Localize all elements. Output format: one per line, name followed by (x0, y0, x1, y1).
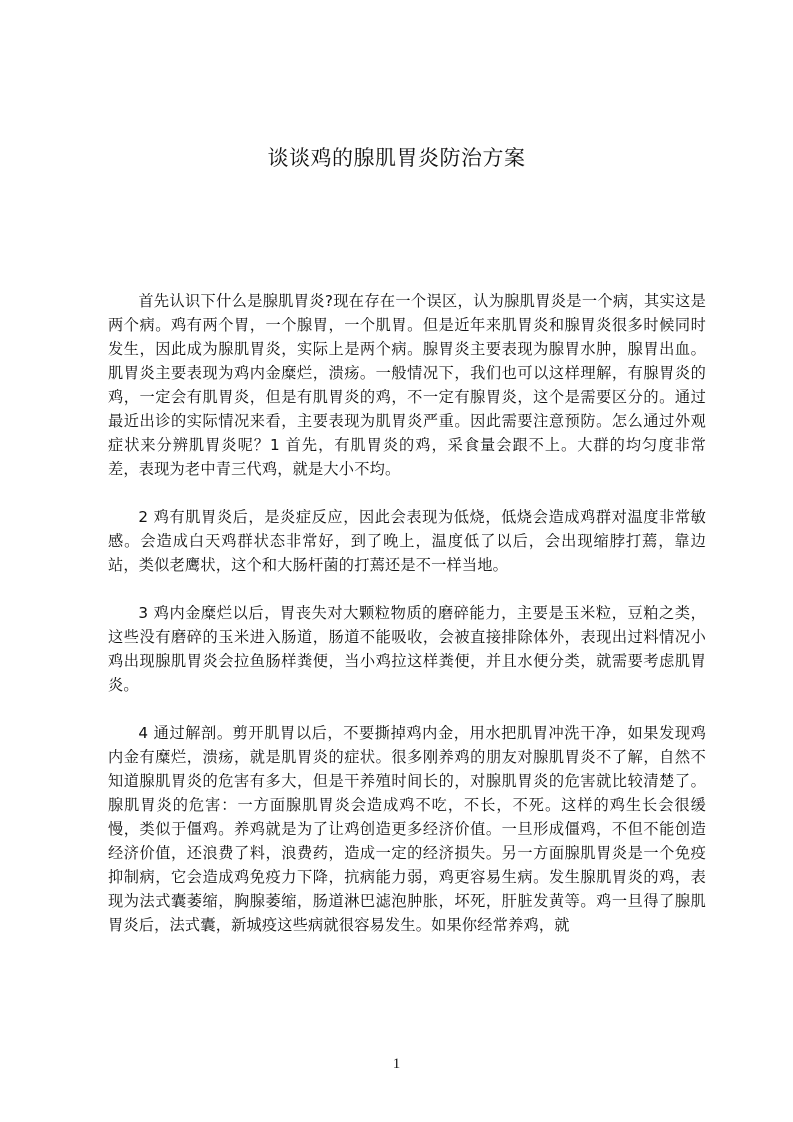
document-body (108, 289, 706, 937)
paragraph-2: 2 鸡有肌胃炎后，是炎症反应，因此会表现为低烧，低烧会造成鸡群对温度非常敏感。会造成白天鸡群状态非常好，到了晚上，温度低了以后，会出现缩脖打蔫，靠边站，类似老鹰状，这个和大肠杆菌的打蔫还是不一样当地。 (108, 508, 706, 574)
document-title: 谈谈鸡的腺肌胃炎防治方案 (267, 146, 526, 170)
paragraph-3: 3 鸡内金糜烂以后，胃丧失对大颗粒物质的磨碎能力，主要是玉米粒，豆粕之类，这些没有磨碎的玉米进入肠道，肠道不能吸收，会被直接排除体外，表现出过料情况小鸡出现腺肌胃炎会拉鱼肠样粪便，当小鸡拉这样粪便，并且水便分类，就需要考虑肌胃炎。 (108, 604, 706, 694)
page-number: 1 (392, 1056, 401, 1072)
paragraph-1: 首先认识下什么是腺肌胃炎?现在存在一个误区，认为腺肌胃炎是一个病，其实这是两个病。鸡有两个胃，一个腺胃，一个肌胃。但是近年来肌胃炎和腺胃炎很多时候同时发生，因此成为腺肌胃炎，实际上是两个病。腺胃炎主要表现为腺胃水肿，腺胃出血。肌胃炎主要表现为鸡内金糜烂，溃疡。一般情况下，我们也可以这样理解，有腺胃炎的鸡，一定会有肌胃炎，但是有肌胃炎的鸡，不一定有腺胃炎，这个是需要区分的。通过最近出诊的实际情况来看，主要表现为肌胃炎严重。因此需要注意预防。怎么通过外观症状来分辨肌胃炎呢？1 首先，有肌胃炎的鸡，采食量会跟不上。大群的均匀度非常差，表现为老中青三代鸡，就是大小不均。 (108, 292, 706, 478)
paragraph-4: 4 通过解剖。剪开肌胃以后，不要撕掉鸡内金，用水把肌胃冲洗干净，如果发现鸡内金有糜烂，溃疡，就是肌胃炎的症状。很多刚养鸡的朋友对腺肌胃炎不了解，自然不知道腺肌胃炎的危害有多大，但是干养殖时间长的，对腺肌胃炎的危害就比较清楚了。腺肌胃炎的危害：一方面腺肌胃炎会造成鸡不吃，不长，不死。这样的鸡生长会很缓慢，类似于僵鸡。养鸡就是为了让鸡创造更多经济价值。一旦形成僵鸡，不但不能创造经济价值，还浪费了料，浪费药，造成一定的经济损失。另一方面腺肌胃炎是一个免疫抑制病，它会造成鸡免疫力下降，抗病能力弱，鸡更容易生病。发生腺肌胃炎的鸡，表现为法式囊萎缩，胸腺萎缩，肠道淋巴滤泡肿胀，坏死，肝脏发黄等。鸡一旦得了腺肌胃炎后，法式囊，新城疫这些病就很容易发生。如果你经常养鸡，就 (108, 724, 706, 934)
